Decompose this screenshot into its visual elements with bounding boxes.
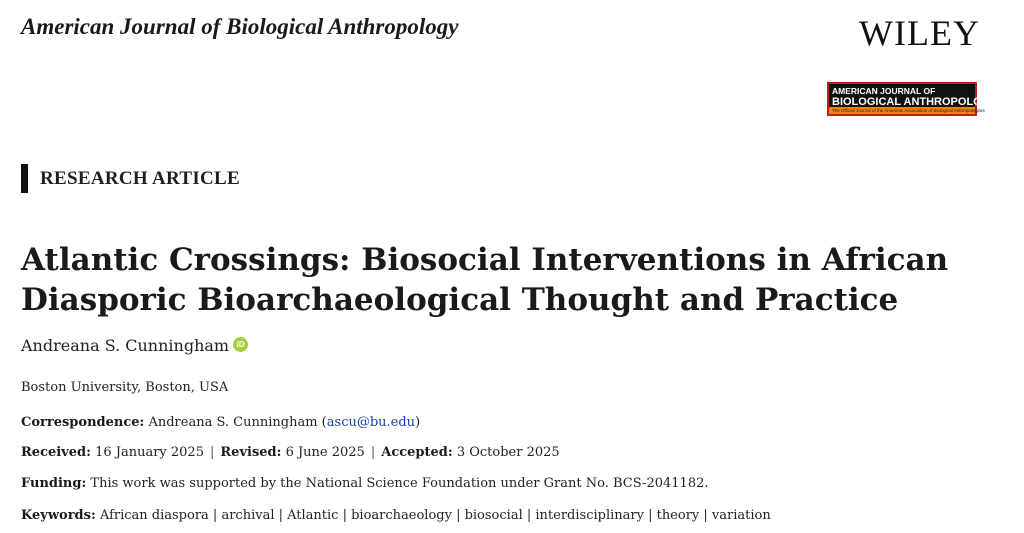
- author-row: [21, 336, 248, 355]
- revised-date: 6 June 2025: [285, 445, 365, 460]
- article-type: RESEARCH ARTICLE: [21, 164, 240, 193]
- funding-label: Funding:: [21, 476, 87, 491]
- journal-badge-tagline: The Official Journal of the American Association of Biological Anthropologists: [829, 107, 975, 114]
- received-label: Received:: [21, 445, 91, 460]
- journal-badge-line1: AMERICAN JOURNAL OF: [832, 86, 936, 96]
- funding-text: This work was supported by the National Science Foundation under Grant No. BCS-2041182.: [90, 476, 709, 491]
- received-date: 16 January 2025: [95, 445, 204, 460]
- author-name[interactable]: Andreana S. Cunningham: [21, 336, 230, 355]
- revised-label: Revised:: [220, 445, 282, 460]
- affiliation: Boston University, Boston, USA: [21, 380, 229, 395]
- article-dates: [21, 445, 560, 460]
- accepted-date: 3 October 2025: [456, 445, 560, 460]
- correspondence-label: Correspondence:: [21, 415, 145, 430]
- journal-badge: [827, 82, 998, 116]
- orcid-icon[interactable]: iD: [233, 337, 248, 352]
- article-title: Atlantic Crossings: Biosocial Interventions in African Diasporic Bioarchaeological Thought and Practice: [21, 242, 949, 318]
- journal-badge-line2: BIOLOGICAL ANTHROPOLOGY: [832, 95, 998, 108]
- divider: |: [209, 445, 215, 460]
- journal-name: American Journal of Biological Anthropology: [21, 14, 459, 39]
- funding: [21, 476, 709, 491]
- keywords: [21, 508, 771, 523]
- accepted-label: Accepted:: [381, 445, 453, 460]
- correspondence-email-link[interactable]: ascu@bu.edu: [326, 415, 416, 430]
- publisher-logo: WILEY: [859, 13, 980, 53]
- correspondence-name: Andreana S. Cunningham: [148, 415, 318, 430]
- keywords-text: African diaspora | archival | Atlantic | bioarchaeology | biosocial | interdisciplinary | theory | variation: [99, 508, 771, 523]
- keywords-label: Keywords:: [21, 508, 96, 523]
- divider: |: [370, 445, 376, 460]
- correspondence: Correspondence: Andreana S. Cunningham (ascu@bu.edu): [21, 415, 421, 430]
